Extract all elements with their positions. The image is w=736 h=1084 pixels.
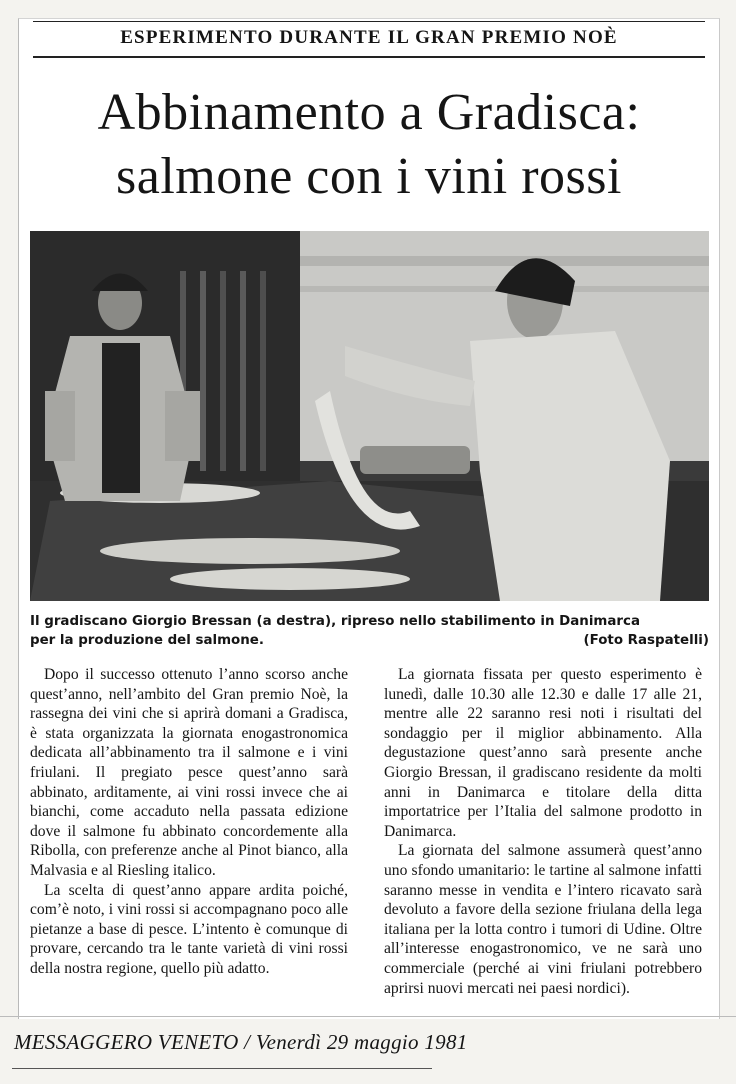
source-underline bbox=[12, 1068, 432, 1069]
article-paragraph: Dopo il successo ottenuto l’anno scorso anche quest’anno, nell’ambito del Gran premio Noè, la rassegna dei vini che si aprirà domani a Gradisca, è stata organizzata la giornata enogastronomica dedicata all’abbinamento tra il salmone e i vini friulani. Il pregiato pesce quest’anno sarà abbinato, arditamente, ai vini rossi invece che ai bianchi, come accaduto nella passata edizione dove il salmone fu abbinato concordemente alla Ribolla, con preferenze anche al Pinot bianco, alla Malvasia e al Riesling italico. bbox=[30, 666, 348, 879]
article-column-right bbox=[384, 665, 702, 998]
kicker-top-rule bbox=[33, 21, 705, 22]
news-photo bbox=[30, 231, 709, 601]
headline-line-1: Abbinamento a Gradisca: bbox=[97, 84, 641, 141]
photo-credit: (Foto Raspatelli) bbox=[583, 633, 709, 648]
caption-line-1: Il gradiscano Giorgio Bressan (a destra), ripreso nello stabilimento in Danimarca bbox=[30, 614, 640, 629]
kicker: ESPERIMENTO DURANTE IL GRAN PREMIO NOÈ bbox=[120, 27, 618, 48]
headline-line-2: salmone con i vini rossi bbox=[116, 148, 622, 205]
source-separator bbox=[0, 1016, 736, 1017]
photo-caption bbox=[30, 612, 709, 650]
newspaper-clipping bbox=[18, 18, 720, 1019]
article-column-left bbox=[30, 665, 348, 979]
article-paragraph: La giornata del salmone assumerà quest’anno uno sfondo umanitario: le tartine al salmone infatti saranno messe in vendita e l’intero ricavato sarà devoluto a favore della sezione friulana della lega italiana per la lotta contro i tumori di Udine. Oltre all’interesse enogastronomico, ve ne sarà uno commerciale (perché ai vini friulani potrebbero aprirsi nuovi mercati nei paesi nordici). bbox=[384, 842, 702, 997]
article-paragraph: La scelta di quest’anno appare ardita poiché, com’è noto, i vini rossi si accompagnano poco alle pietanze a base di pesce. L’intento è comunque di provare, cercando tra le tante varietà di vini rossi della nostra regione, quello più adatto. bbox=[30, 881, 348, 977]
caption-line-2: per la produzione del salmone. bbox=[30, 633, 264, 648]
article-paragraph: La giornata fissata per questo esperimento è lunedì, dalle 10.30 alle 12.30 e dalle 17 alle 21, mentre alle 22 saranno resi noti i risultati del sondaggio per il miglior abbinamento. Alla degustazione quest’anno sarà presente anche Giorgio Bressan, il gradiscano residente da molti anni in Danimarca e titolare della ditta importatrice per l’Italia del salmone prodotto in Danimarca. bbox=[384, 666, 702, 840]
source-line: MESSAGGERO VENETO / Venerdì 29 maggio 1981 bbox=[14, 1030, 468, 1054]
headline bbox=[19, 81, 719, 209]
kicker-rule bbox=[33, 56, 705, 58]
photo-illustration bbox=[30, 231, 709, 601]
